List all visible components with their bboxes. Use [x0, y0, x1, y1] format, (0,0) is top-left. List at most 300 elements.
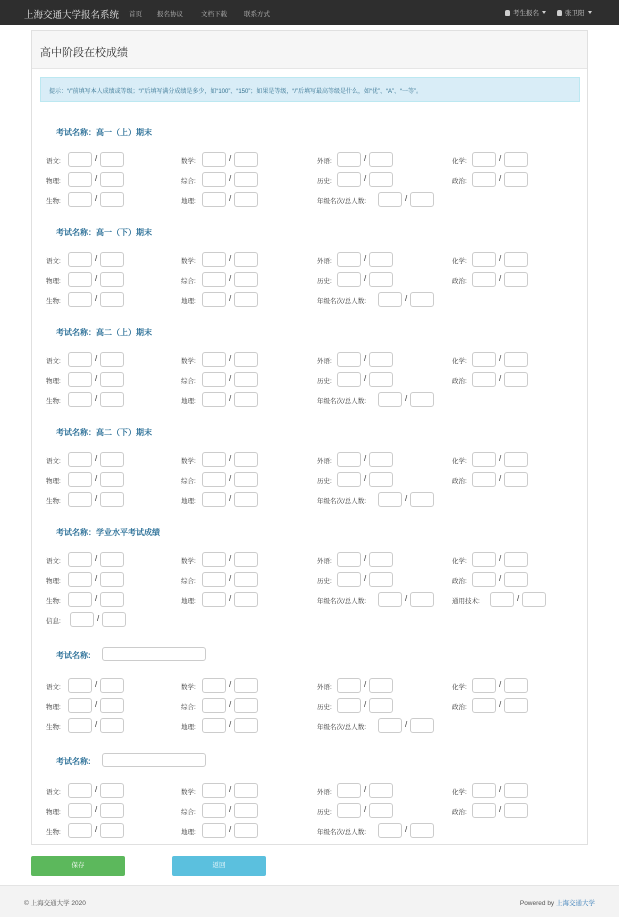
full-score-input-math-6[interactable]: [234, 678, 258, 693]
full-score-input-foreign-6[interactable]: [369, 678, 393, 693]
powered-by-prefix: Powered by: [519, 900, 555, 907]
slash-separator: /: [95, 294, 98, 303]
panel-heading: [32, 31, 587, 69]
score-input-math-3[interactable]: [202, 352, 226, 367]
full-score-input-rank-1[interactable]: [410, 192, 434, 207]
full-score-input-physics-6[interactable]: [100, 698, 124, 713]
powered-by-link[interactable]: 上海交通大学: [556, 900, 595, 907]
score-input-chinese-2[interactable]: [68, 252, 92, 267]
score-input-politics-5[interactable]: [472, 572, 496, 587]
label-rank: 年级名次/总人数:: [317, 598, 367, 605]
score-input-rank-6[interactable]: [378, 718, 402, 733]
label-politics: 政治:: [452, 378, 467, 385]
slash-separator: /: [95, 194, 98, 203]
slash-separator: /: [95, 174, 98, 183]
label-chemistry: 化学:: [452, 558, 467, 565]
label-math: 数学:: [181, 789, 196, 796]
score-input-comprehensive-4[interactable]: [202, 472, 226, 487]
score-input-history-3[interactable]: [337, 372, 361, 387]
slash-separator: /: [229, 154, 232, 163]
exam-section-title: 考试名称：高二（上）期末: [56, 328, 152, 337]
score-input-biology-7[interactable]: [68, 823, 92, 838]
caret-down-icon: [542, 11, 546, 14]
label-chinese: 语文:: [46, 558, 61, 565]
exam-section-title: 考试名称：高一（下）期末: [56, 228, 152, 237]
label-math: 数学:: [181, 558, 196, 565]
slash-separator: /: [364, 554, 367, 563]
score-input-chemistry-2[interactable]: [472, 252, 496, 267]
label-biology: 生物:: [46, 198, 61, 205]
score-input-chemistry-4[interactable]: [472, 452, 496, 467]
slash-separator: /: [499, 680, 502, 689]
full-score-input-foreign-7[interactable]: [369, 783, 393, 798]
slash-separator: /: [229, 574, 232, 583]
full-score-input-foreign-1[interactable]: [369, 152, 393, 167]
exam-name-input[interactable]: [102, 647, 206, 661]
score-input-history-7[interactable]: [337, 803, 361, 818]
label-chinese: 语文:: [46, 158, 61, 165]
full-score-input-math-1[interactable]: [234, 152, 258, 167]
full-score-input-rank-6[interactable]: [410, 718, 434, 733]
full-score-input-rank-3[interactable]: [410, 392, 434, 407]
slash-separator: /: [405, 294, 408, 303]
full-score-input-chemistry-2[interactable]: [504, 252, 528, 267]
slash-separator: /: [499, 454, 502, 463]
nav-link-home[interactable]: 首页: [129, 11, 142, 18]
applicant-menu[interactable]: [505, 8, 546, 17]
full-score-input-foreign-5[interactable]: [369, 552, 393, 567]
score-input-math-2[interactable]: [202, 252, 226, 267]
slash-separator: /: [499, 274, 502, 283]
full-score-input-comprehensive-4[interactable]: [234, 472, 258, 487]
score-input-foreign-5[interactable]: [337, 552, 361, 567]
score-input-foreign-3[interactable]: [337, 352, 361, 367]
score-input-rank-3[interactable]: [378, 392, 402, 407]
full-score-input-geography-7[interactable]: [234, 823, 258, 838]
slash-separator: /: [229, 720, 232, 729]
slash-separator: /: [95, 825, 98, 834]
score-input-math-5[interactable]: [202, 552, 226, 567]
label-physics: 物理:: [46, 178, 61, 185]
label-geography: 地理:: [181, 829, 196, 836]
slash-separator: /: [229, 274, 232, 283]
score-input-physics-6[interactable]: [68, 698, 92, 713]
score-input-chinese-1[interactable]: [68, 152, 92, 167]
full-score-input-rank-2[interactable]: [410, 292, 434, 307]
applicant-menu-label: 考生报名: [513, 10, 539, 17]
label-chinese: 语文:: [46, 458, 61, 465]
score-input-rank-1[interactable]: [378, 192, 402, 207]
full-score-input-chinese-2[interactable]: [100, 252, 124, 267]
full-score-input-rank-4[interactable]: [410, 492, 434, 507]
slash-separator: /: [229, 785, 232, 794]
label-foreign: 外语:: [317, 458, 332, 465]
score-input-rank-7[interactable]: [378, 823, 402, 838]
label-foreign: 外语:: [317, 358, 332, 365]
back-button[interactable]: 返回: [172, 856, 266, 876]
score-input-biology-2[interactable]: [68, 292, 92, 307]
exam-section-title: 考试名称：高二（下）期末: [56, 428, 152, 437]
score-input-rank-4[interactable]: [378, 492, 402, 507]
label-history: 历史:: [317, 378, 332, 385]
score-input-physics-2[interactable]: [68, 272, 92, 287]
user-account-label: 张卫阳: [565, 10, 585, 17]
score-input-comprehensive-7[interactable]: [202, 803, 226, 818]
full-score-input-history-4[interactable]: [369, 472, 393, 487]
full-score-input-tech-5[interactable]: [522, 592, 546, 607]
full-score-input-comprehensive-6[interactable]: [234, 698, 258, 713]
full-score-input-physics-4[interactable]: [100, 472, 124, 487]
score-input-politics-4[interactable]: [472, 472, 496, 487]
full-score-input-biology-5[interactable]: [100, 592, 124, 607]
full-score-input-chemistry-7[interactable]: [504, 783, 528, 798]
full-score-input-physics-3[interactable]: [100, 372, 124, 387]
label-chinese: 语文:: [46, 684, 61, 691]
full-score-input-geography-3[interactable]: [234, 392, 258, 407]
score-input-history-6[interactable]: [337, 698, 361, 713]
slash-separator: /: [499, 154, 502, 163]
full-score-input-politics-7[interactable]: [504, 803, 528, 818]
label-geography: 地理:: [181, 398, 196, 405]
label-biology: 生物:: [46, 398, 61, 405]
label-biology: 生物:: [46, 829, 61, 836]
score-input-chemistry-5[interactable]: [472, 552, 496, 567]
slash-separator: /: [517, 594, 520, 603]
nav-link-downloads[interactable]: 文档下载: [201, 11, 227, 18]
full-score-input-chemistry-5[interactable]: [504, 552, 528, 567]
score-input-geography-7[interactable]: [202, 823, 226, 838]
slash-separator: /: [95, 474, 98, 483]
label-physics: 物理:: [46, 278, 61, 285]
score-input-math-4[interactable]: [202, 452, 226, 467]
full-score-input-chinese-1[interactable]: [100, 152, 124, 167]
slash-separator: /: [499, 174, 502, 183]
score-input-chemistry-6[interactable]: [472, 678, 496, 693]
slash-separator: /: [364, 154, 367, 163]
score-input-math-1[interactable]: [202, 152, 226, 167]
full-score-input-physics-5[interactable]: [100, 572, 124, 587]
slash-separator: /: [364, 474, 367, 483]
score-input-history-4[interactable]: [337, 472, 361, 487]
slash-separator: /: [229, 174, 232, 183]
score-input-chemistry-3[interactable]: [472, 352, 496, 367]
page-title: 高中阶段在校成绩: [40, 47, 128, 59]
full-score-input-rank-7[interactable]: [410, 823, 434, 838]
slash-separator: /: [95, 274, 98, 283]
full-score-input-geography-2[interactable]: [234, 292, 258, 307]
slash-separator: /: [229, 254, 232, 263]
score-input-chemistry-7[interactable]: [472, 783, 496, 798]
score-input-comprehensive-1[interactable]: [202, 172, 226, 187]
score-input-physics-5[interactable]: [68, 572, 92, 587]
score-input-info-5[interactable]: [70, 612, 94, 627]
score-input-politics-1[interactable]: [472, 172, 496, 187]
full-score-input-math-7[interactable]: [234, 783, 258, 798]
label-politics: 政治:: [452, 578, 467, 585]
score-input-comprehensive-2[interactable]: [202, 272, 226, 287]
full-score-input-math-2[interactable]: [234, 252, 258, 267]
slash-separator: /: [499, 354, 502, 363]
full-score-input-comprehensive-3[interactable]: [234, 372, 258, 387]
score-input-geography-2[interactable]: [202, 292, 226, 307]
slash-separator: /: [95, 574, 98, 583]
slash-separator: /: [499, 554, 502, 563]
score-input-tech-5[interactable]: [490, 592, 514, 607]
score-input-math-7[interactable]: [202, 783, 226, 798]
slash-separator: /: [405, 194, 408, 203]
score-input-politics-2[interactable]: [472, 272, 496, 287]
label-rank: 年级名次/总人数:: [317, 198, 367, 205]
full-score-input-politics-2[interactable]: [504, 272, 528, 287]
score-input-history-1[interactable]: [337, 172, 361, 187]
slash-separator: /: [95, 720, 98, 729]
score-input-chinese-6[interactable]: [68, 678, 92, 693]
score-input-foreign-4[interactable]: [337, 452, 361, 467]
score-input-politics-7[interactable]: [472, 803, 496, 818]
caret-down-icon: [588, 11, 592, 14]
full-score-input-comprehensive-2[interactable]: [234, 272, 258, 287]
full-score-input-chinese-6[interactable]: [100, 678, 124, 693]
label-comprehensive: 综合:: [181, 809, 196, 816]
top-navbar: [0, 0, 619, 25]
label-math: 数学:: [181, 684, 196, 691]
brand-title[interactable]: 上海交通大学报名系统: [24, 10, 120, 21]
slash-separator: /: [229, 594, 232, 603]
slash-separator: /: [229, 494, 232, 503]
full-score-input-chemistry-6[interactable]: [504, 678, 528, 693]
full-score-input-geography-6[interactable]: [234, 718, 258, 733]
label-rank: 年级名次/总人数:: [317, 398, 367, 405]
full-score-input-physics-2[interactable]: [100, 272, 124, 287]
full-score-input-history-3[interactable]: [369, 372, 393, 387]
slash-separator: /: [229, 394, 232, 403]
full-score-input-history-6[interactable]: [369, 698, 393, 713]
score-input-comprehensive-3[interactable]: [202, 372, 226, 387]
full-score-input-biology-7[interactable]: [100, 823, 124, 838]
slash-separator: /: [229, 454, 232, 463]
label-foreign: 外语:: [317, 684, 332, 691]
label-foreign: 外语:: [317, 789, 332, 796]
full-score-input-comprehensive-7[interactable]: [234, 803, 258, 818]
nav-link-contact[interactable]: 联系方式: [244, 11, 270, 18]
slash-separator: /: [405, 594, 408, 603]
full-score-input-geography-5[interactable]: [234, 592, 258, 607]
label-history: 历史:: [317, 178, 332, 185]
slash-separator: /: [95, 254, 98, 263]
slash-separator: /: [95, 554, 98, 563]
full-score-input-chinese-4[interactable]: [100, 452, 124, 467]
score-input-biology-4[interactable]: [68, 492, 92, 507]
slash-separator: /: [95, 700, 98, 709]
label-history: 历史:: [317, 278, 332, 285]
slash-separator: /: [95, 454, 98, 463]
score-input-biology-3[interactable]: [68, 392, 92, 407]
score-input-chinese-7[interactable]: [68, 783, 92, 798]
score-input-comprehensive-6[interactable]: [202, 698, 226, 713]
full-score-input-biology-3[interactable]: [100, 392, 124, 407]
user-account-menu[interactable]: [557, 8, 592, 17]
full-score-input-foreign-3[interactable]: [369, 352, 393, 367]
score-input-chinese-5[interactable]: [68, 552, 92, 567]
score-input-comprehensive-5[interactable]: [202, 572, 226, 587]
full-score-input-biology-6[interactable]: [100, 718, 124, 733]
full-score-input-biology-2[interactable]: [100, 292, 124, 307]
label-rank: 年级名次/总人数:: [317, 829, 367, 836]
save-button[interactable]: 保存: [31, 856, 125, 876]
score-input-physics-4[interactable]: [68, 472, 92, 487]
label-comprehensive: 综合:: [181, 578, 196, 585]
label-comprehensive: 综合:: [181, 378, 196, 385]
slash-separator: /: [364, 680, 367, 689]
full-score-input-geography-4[interactable]: [234, 492, 258, 507]
full-score-input-chemistry-3[interactable]: [504, 352, 528, 367]
slash-separator: /: [229, 700, 232, 709]
exam-name-input[interactable]: [102, 753, 206, 767]
label-rank: 年级名次/总人数:: [317, 724, 367, 731]
score-input-chinese-3[interactable]: [68, 352, 92, 367]
slash-separator: /: [499, 700, 502, 709]
slash-separator: /: [229, 374, 232, 383]
full-score-input-history-2[interactable]: [369, 272, 393, 287]
label-geography: 地理:: [181, 298, 196, 305]
label-politics: 政治:: [452, 809, 467, 816]
full-score-input-politics-4[interactable]: [504, 472, 528, 487]
slash-separator: /: [364, 454, 367, 463]
full-score-input-biology-4[interactable]: [100, 492, 124, 507]
full-score-input-rank-5[interactable]: [410, 592, 434, 607]
score-input-chinese-4[interactable]: [68, 452, 92, 467]
label-physics: 物理:: [46, 478, 61, 485]
slash-separator: /: [229, 554, 232, 563]
slash-separator: /: [364, 374, 367, 383]
full-score-input-math-3[interactable]: [234, 352, 258, 367]
slash-separator: /: [499, 374, 502, 383]
label-rank: 年级名次/总人数:: [317, 298, 367, 305]
full-score-input-math-5[interactable]: [234, 552, 258, 567]
score-input-math-6[interactable]: [202, 678, 226, 693]
label-politics: 政治:: [452, 278, 467, 285]
score-input-physics-1[interactable]: [68, 172, 92, 187]
score-input-biology-1[interactable]: [68, 192, 92, 207]
full-score-input-politics-6[interactable]: [504, 698, 528, 713]
full-score-input-history-7[interactable]: [369, 803, 393, 818]
full-score-input-history-5[interactable]: [369, 572, 393, 587]
slash-separator: /: [405, 494, 408, 503]
slash-separator: /: [95, 374, 98, 383]
full-score-input-chinese-5[interactable]: [100, 552, 124, 567]
slash-separator: /: [364, 254, 367, 263]
score-input-geography-4[interactable]: [202, 492, 226, 507]
score-input-history-5[interactable]: [337, 572, 361, 587]
slash-separator: /: [95, 394, 98, 403]
slash-separator: /: [229, 354, 232, 363]
exam-name-label: 考试名称:: [56, 757, 91, 766]
score-input-physics-3[interactable]: [68, 372, 92, 387]
slash-separator: /: [97, 614, 100, 623]
score-input-rank-5[interactable]: [378, 592, 402, 607]
slash-separator: /: [364, 174, 367, 183]
label-geography: 地理:: [181, 498, 196, 505]
score-input-geography-3[interactable]: [202, 392, 226, 407]
score-input-foreign-2[interactable]: [337, 252, 361, 267]
slash-separator: /: [405, 720, 408, 729]
score-input-geography-5[interactable]: [202, 592, 226, 607]
user-icon: [505, 10, 510, 16]
full-score-input-info-5[interactable]: [102, 612, 126, 627]
score-input-physics-7[interactable]: [68, 803, 92, 818]
label-chemistry: 化学:: [452, 684, 467, 691]
score-input-history-2[interactable]: [337, 272, 361, 287]
full-score-input-foreign-2[interactable]: [369, 252, 393, 267]
full-score-input-foreign-4[interactable]: [369, 452, 393, 467]
slash-separator: /: [229, 825, 232, 834]
score-input-biology-6[interactable]: [68, 718, 92, 733]
label-history: 历史:: [317, 809, 332, 816]
score-input-geography-6[interactable]: [202, 718, 226, 733]
full-score-input-chinese-7[interactable]: [100, 783, 124, 798]
score-input-foreign-1[interactable]: [337, 152, 361, 167]
score-input-foreign-7[interactable]: [337, 783, 361, 798]
full-score-input-comprehensive-1[interactable]: [234, 172, 258, 187]
label-history: 历史:: [317, 704, 332, 711]
score-input-chemistry-1[interactable]: [472, 152, 496, 167]
label-chemistry: 化学:: [452, 158, 467, 165]
footer: [0, 885, 619, 917]
slash-separator: /: [499, 785, 502, 794]
full-score-input-biology-1[interactable]: [100, 192, 124, 207]
score-input-politics-3[interactable]: [472, 372, 496, 387]
label-politics: 政治:: [452, 704, 467, 711]
hint-alert: 提示：“/”前填写本人成绩或等级；“/”后填写满分成绩是多少，如“100”、“150”；如果是等级，“/”后填写最高等级是什么，如“优”、“A”、“一等”。: [40, 77, 580, 102]
score-input-geography-1[interactable]: [202, 192, 226, 207]
label-history: 历史:: [317, 478, 332, 485]
score-input-politics-6[interactable]: [472, 698, 496, 713]
full-score-input-physics-1[interactable]: [100, 172, 124, 187]
nav-link-agreement[interactable]: 报名协议: [157, 11, 183, 18]
slash-separator: /: [95, 680, 98, 689]
score-input-biology-5[interactable]: [68, 592, 92, 607]
label-geography: 地理:: [181, 198, 196, 205]
exam-section-title: 考试名称：学业水平考试成绩: [56, 528, 160, 537]
label-chinese: 语文:: [46, 258, 61, 265]
label-chinese: 语文:: [46, 358, 61, 365]
full-score-input-chinese-3[interactable]: [100, 352, 124, 367]
label-info: 信息:: [46, 618, 61, 625]
score-input-foreign-6[interactable]: [337, 678, 361, 693]
full-score-input-geography-1[interactable]: [234, 192, 258, 207]
full-score-input-history-1[interactable]: [369, 172, 393, 187]
full-score-input-chemistry-4[interactable]: [504, 452, 528, 467]
label-biology: 生物:: [46, 598, 61, 605]
slash-separator: /: [229, 194, 232, 203]
full-score-input-math-4[interactable]: [234, 452, 258, 467]
full-score-input-physics-7[interactable]: [100, 803, 124, 818]
full-score-input-politics-3[interactable]: [504, 372, 528, 387]
full-score-input-politics-5[interactable]: [504, 572, 528, 587]
full-score-input-chemistry-1[interactable]: [504, 152, 528, 167]
label-chemistry: 化学:: [452, 358, 467, 365]
slash-separator: /: [499, 474, 502, 483]
label-chemistry: 化学:: [452, 789, 467, 796]
slash-separator: /: [229, 474, 232, 483]
full-score-input-politics-1[interactable]: [504, 172, 528, 187]
exam-name-label: 考试名称:: [56, 651, 91, 660]
label-math: 数学:: [181, 458, 196, 465]
score-input-rank-2[interactable]: [378, 292, 402, 307]
full-score-input-comprehensive-5[interactable]: [234, 572, 258, 587]
slash-separator: /: [364, 700, 367, 709]
slash-separator: /: [229, 805, 232, 814]
